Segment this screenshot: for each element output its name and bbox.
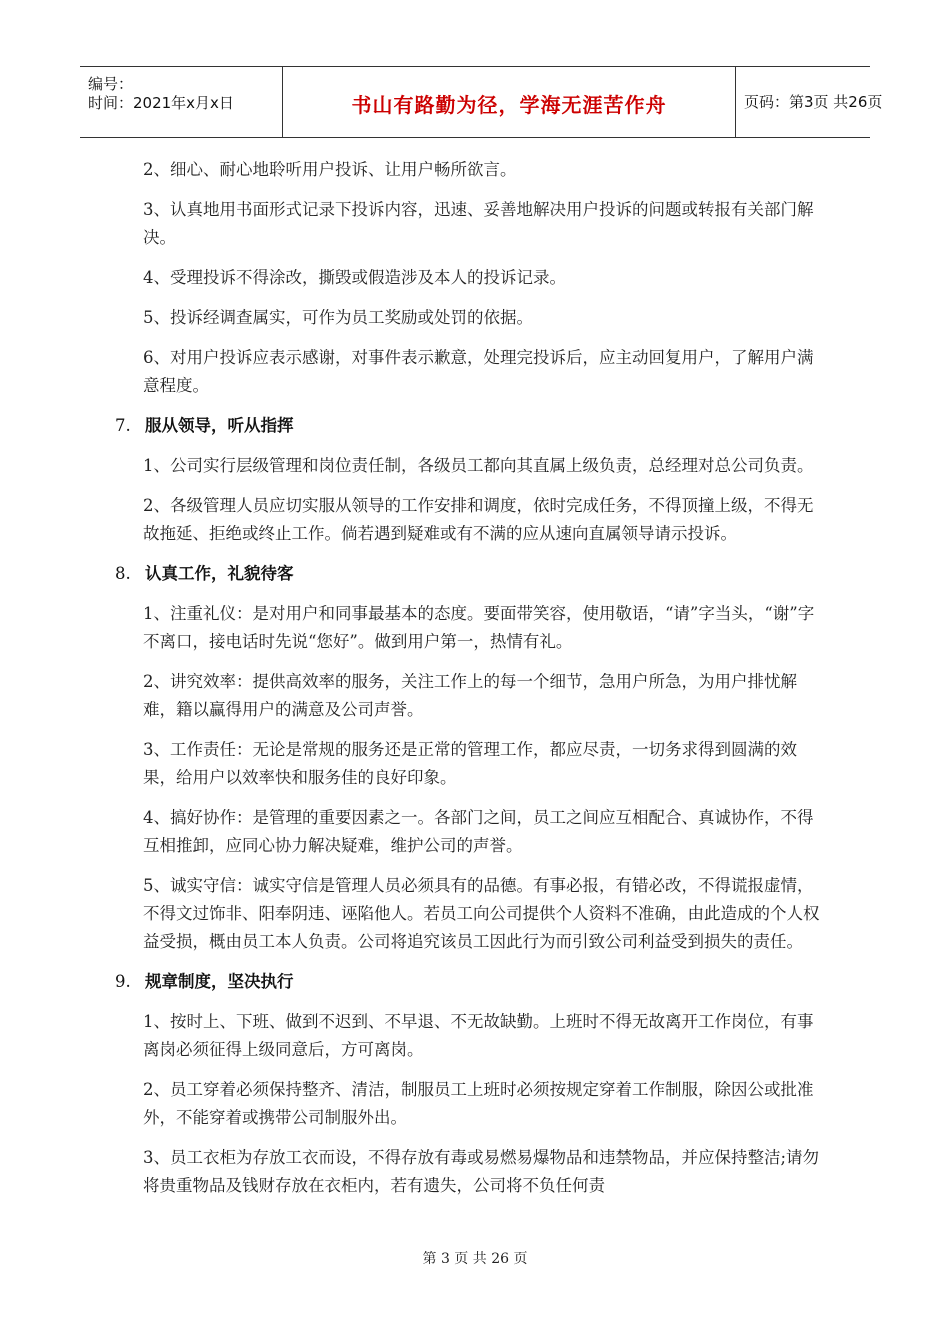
section-heading <box>115 560 825 588</box>
body-paragraph: 3、认真地用书面形式记录下投诉内容，迅速、妥善地解决用户投诉的问题或转报有关部门解决。 <box>143 200 814 247</box>
body-paragraph: 4、搞好协作：是管理的重要因素之一。各部门之间，员工之间应互相配合、真诚协作，不得互相推卸，应同心协力解决疑难，维护公司的声誉。 <box>143 808 814 855</box>
section-number: 9. <box>115 972 131 991</box>
section-heading <box>115 412 825 440</box>
header-motto-cell <box>282 67 736 137</box>
body-paragraph: 2、细心、耐心地聆听用户投诉、让用户畅所欲言。 <box>143 160 517 179</box>
header-motto: 书山有路勤为径，学海无涯苦作舟 <box>351 93 667 117</box>
body-paragraph: 3、员工衣柜为存放工衣而设，不得存放有毒或易燃易爆物品和违禁物品，并应保持整洁;请勿将贵重物品及钱财存放在衣柜内，若有遗失，公司将不负任何责 <box>143 1148 820 1195</box>
section-number: 8. <box>115 564 131 583</box>
header-meta-cell <box>80 67 282 137</box>
body-paragraph: 6、对用户投诉应表示感谢，对事件表示歉意，处理完投诉后，应主动回复用户，了解用户满意程度。 <box>143 348 814 395</box>
header-page-number: 页码：第3页 共26页 <box>744 93 883 111</box>
document-code-label: 编号： <box>88 75 134 93</box>
body-paragraph: 2、员工穿着必须保持整齐、清洁，制服员工上班时必须按规定穿着工作制服，除因公或批准外，不能穿着或携带公司制服外出。 <box>143 1080 814 1127</box>
page-footer: 第 3 页 共 26 页 <box>422 1251 528 1267</box>
body-paragraph: 1、注重礼仪：是对用户和同事最基本的态度。要面带笑容，使用敬语，“请”字当头，“谢”字不离口，接电话时先说“您好”。做到用户第一，热情有礼。 <box>143 604 815 651</box>
body-paragraph: 4、受理投诉不得涂改，撕毁或假造涉及本人的投诉记录。 <box>143 268 566 287</box>
document-body <box>115 156 825 1212</box>
body-paragraph: 3、工作责任：无论是常规的服务还是正常的管理工作，都应尽责，一切务求得到圆满的效果，给用户以效率快和服务佳的良好印象。 <box>143 740 797 787</box>
section-number: 7. <box>115 416 131 435</box>
body-paragraph: 5、投诉经调查属实，可作为员工奖励或处罚的依据。 <box>143 308 533 327</box>
body-paragraph: 2、各级管理人员应切实服从领导的工作安排和调度，依时完成任务，不得顶撞上级，不得无故拖延、拒绝或终止工作。倘若遇到疑难或有不满的应从速向直属领导请示投诉。 <box>143 496 814 543</box>
section-heading <box>115 968 825 996</box>
header-page-cell <box>734 67 883 137</box>
section-title: 认真工作，礼貌待客 <box>145 564 294 583</box>
document-date-label: 时间：2021年x月x日 <box>88 94 234 112</box>
page-header <box>80 66 883 138</box>
body-paragraph: 5、诚实守信：诚实守信是管理人员必须具有的品德。有事必报，有错必改，不得谎报虚情，不得文过饰非、阳奉阴违、诬陷他人。若员工向公司提供个人资料不准确，由此造成的个人权益受损，概由员工本人负责。公司将追究该员工因此行为而引致公司利益受到损失的责任。 <box>143 876 820 951</box>
body-paragraph: 1、公司实行层级管理和岗位责任制，各级员工都向其直属上级负责，总经理对总公司负责。 <box>143 456 814 475</box>
section-title: 规章制度，坚决执行 <box>145 972 294 991</box>
section-title: 服从领导，听从指挥 <box>145 416 294 435</box>
body-paragraph: 1、按时上、下班、做到不迟到、不早退、不无故缺勤。上班时不得无故离开工作岗位，有事离岗必须征得上级同意后，方可离岗。 <box>143 1012 814 1059</box>
body-paragraph: 2、讲究效率：提供高效率的服务，关注工作上的每一个细节，急用户所急，为用户排忧解难，籍以赢得用户的满意及公司声誉。 <box>143 672 797 719</box>
